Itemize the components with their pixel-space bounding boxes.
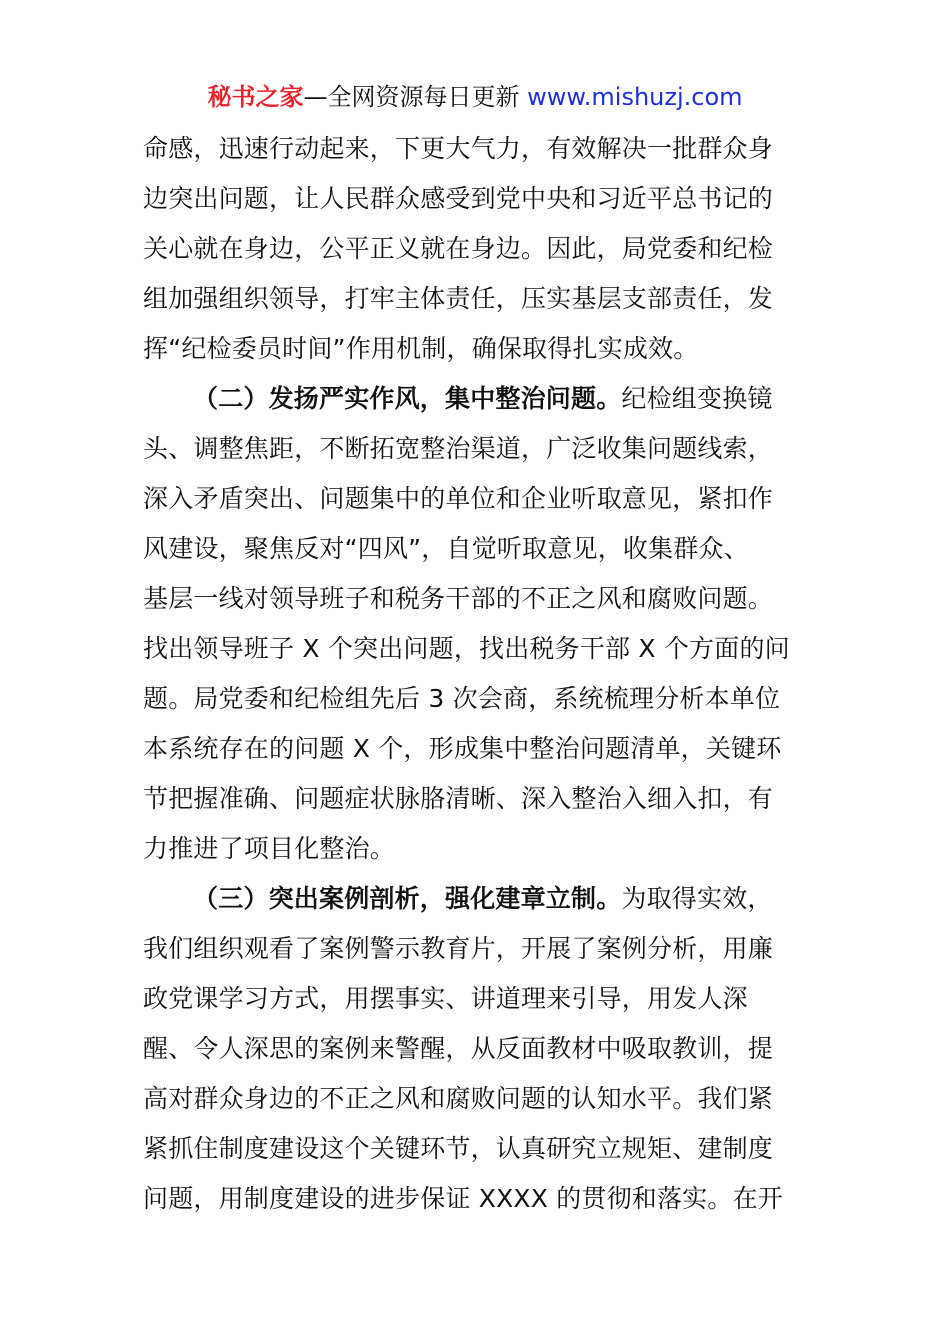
text-line: 力推进了项目化整治。 xyxy=(143,834,396,863)
text-line: 关心就在身边，公平正义就在身边。因此，局党委和纪检 xyxy=(143,234,774,263)
text-line: 风建设，聚焦反对“四风”，自觉听取意见，收集群众、 xyxy=(143,534,749,563)
text-line: 命感，迅速行动起来，下更大气力，有效解决一批群众身 xyxy=(143,134,774,163)
section-three-first-line xyxy=(143,874,815,924)
text-line: 深入矛盾突出、问题集中的单位和企业听取意见，紧扣作 xyxy=(143,484,774,513)
text-line: 高对群众身边的不正之风和腐败问题的认知水平。我们紧 xyxy=(143,1084,774,1113)
text-line: 本系统存在的问题 X 个，形成集中整治问题清单，关键环 xyxy=(143,734,782,763)
text-line-rest: 为取得实效， xyxy=(621,884,773,913)
brand-name: 秘书之家 xyxy=(207,83,304,111)
text-line: 政党课学习方式，用摆事实、讲道理来引导，用发人深 xyxy=(143,984,748,1013)
text-line: 挥“纪检委员时间”作用机制，确保取得扎实成效。 xyxy=(143,334,699,363)
text-line: 找出领导班子 X 个突出问题，找出税务干部 X 个方面的问 xyxy=(143,634,790,663)
header-tagline: —全网资源每日更新 xyxy=(303,83,520,111)
document-body xyxy=(143,124,815,1224)
text-line: 节把握准确、问题症状脉胳清晰、深入整治入细入扣，有 xyxy=(143,784,774,813)
page-header xyxy=(0,80,950,114)
section-two-first-line xyxy=(143,374,815,424)
text-line: 醒、令人深思的案例来警醒，从反面教材中吸取教训，提 xyxy=(143,1034,774,1063)
text-line: 组加强组织领导，打牢主体责任，压实基层支部责任，发 xyxy=(143,284,774,313)
section-heading: （三）突出案例剖析，强化建章立制。 xyxy=(193,884,622,913)
text-line-rest: 纪检组变换镜 xyxy=(621,384,773,413)
text-line: 边突出问题，让人民群众感受到党中央和习近平总书记的 xyxy=(143,184,774,213)
text-line: 基层一线对领导班子和税务干部的不正之风和腐败问题。 xyxy=(143,584,774,613)
site-url-link[interactable]: www.mishuzj.com xyxy=(527,83,743,111)
text-line: 头、调整焦距，不断拓宽整治渠道，广泛收集问题线索， xyxy=(143,434,774,463)
text-line: 我们组织观看了案例警示教育片，开展了案例分析，用廉 xyxy=(143,934,774,963)
text-line: 紧抓住制度建设这个关键环节，认真研究立规矩、建制度 xyxy=(143,1134,774,1163)
text-line: 题。局党委和纪检组先后 3 次会商，系统梳理分析本单位 xyxy=(143,684,781,713)
text-line: 问题，用制度建设的进步保证 XXXX 的贯彻和落实。在开 xyxy=(143,1184,784,1213)
section-heading: （二）发扬严实作风，集中整治问题。 xyxy=(193,384,622,413)
